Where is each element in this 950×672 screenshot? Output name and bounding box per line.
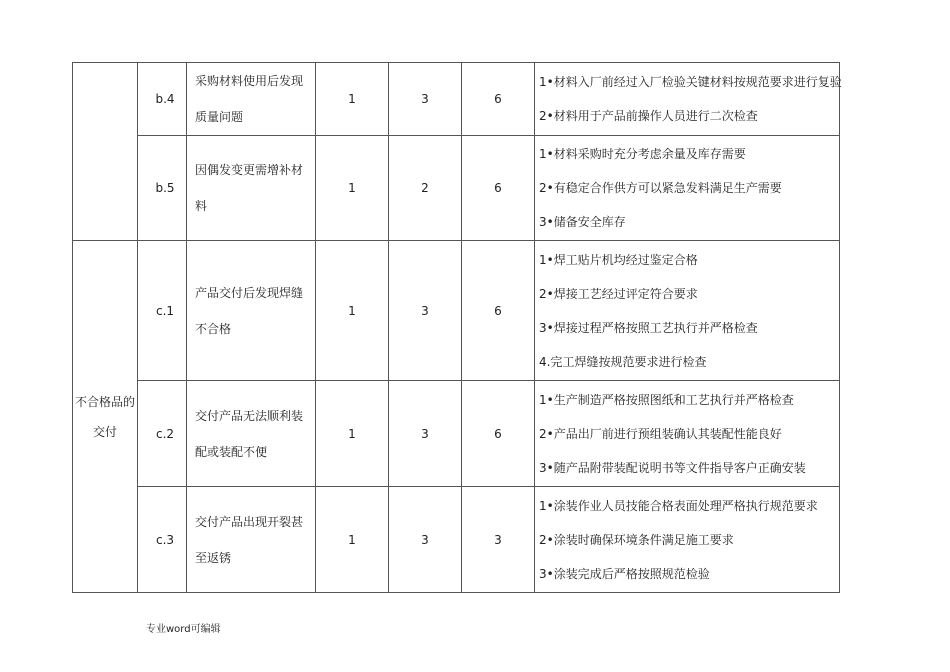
measure-line: 1•材料入厂前经过入厂检验关键材料按规范要求进行复验	[539, 75, 842, 89]
measure-line: 3•焊接过程严格按照工艺执行并严格检查	[539, 320, 758, 335]
table-row	[73, 241, 840, 381]
row-value-2: 3	[389, 241, 462, 381]
row-value-1: 1	[316, 487, 389, 593]
table-row	[73, 63, 840, 136]
table-row	[73, 136, 840, 241]
group-cell-b	[73, 63, 138, 241]
row-value-3: 6	[462, 381, 535, 487]
table-row	[73, 381, 840, 487]
row-value-1: 1	[316, 381, 389, 487]
measure-line: 3•储备安全库存	[539, 215, 626, 229]
measure-line: 3•随产品附带装配说明书等文件指导客户正确安装	[539, 460, 806, 475]
row-value-3: 6	[462, 136, 535, 241]
measure-line: 2•焊接工艺经过评定符合要求	[539, 286, 698, 301]
row-value-2: 2	[389, 136, 462, 241]
measure-line: 1•焊工贴片机均经过鉴定合格	[539, 252, 698, 267]
row-measures	[535, 381, 840, 487]
row-measures	[535, 63, 840, 136]
row-measures	[535, 136, 840, 241]
row-value-2: 3	[389, 63, 462, 136]
measure-line: 2•产品出厂前进行预组装确认其装配性能良好	[539, 426, 782, 441]
row-code: c.1	[138, 241, 187, 381]
row-description: 交付产品无法顺利装配或装配不便	[187, 381, 316, 487]
row-description: 交付产品出现开裂甚至返锈	[187, 487, 316, 593]
measure-line: 1•材料采购时充分考虑余量及库存需要	[539, 147, 746, 161]
measure-line: 2•材料用于产品前操作人员进行二次检查	[539, 109, 758, 123]
row-value-3: 6	[462, 241, 535, 381]
row-value-1: 1	[316, 136, 389, 241]
measure-line: 2•涂装时确保环境条件满足施工要求	[539, 532, 734, 547]
row-measures	[535, 487, 840, 593]
measure-line: 1•涂装作业人员技能合格表面处理严格执行规范要求	[539, 498, 818, 513]
row-value-1: 1	[316, 63, 389, 136]
row-value-2: 3	[389, 487, 462, 593]
row-value-1: 1	[316, 241, 389, 381]
footer-note: 专业word可编辑	[146, 624, 221, 635]
row-value-3: 3	[462, 487, 535, 593]
measure-line: 4.完工焊缝按规范要求进行检查	[539, 354, 707, 369]
row-description: 采购材料使用后发现质量问题	[187, 63, 316, 136]
row-description: 因偶发变更需增补材料	[187, 136, 316, 241]
measure-line: 1•生产制造严格按照图纸和工艺执行并严格检查	[539, 392, 794, 407]
row-code: b.4	[138, 63, 187, 136]
row-code: b.5	[138, 136, 187, 241]
row-value-2: 3	[389, 381, 462, 487]
row-description: 产品交付后发现焊缝不合格	[187, 241, 316, 381]
group-cell-c: 不合格品的交付	[73, 241, 138, 593]
row-value-3: 6	[462, 63, 535, 136]
row-code: c.2	[138, 381, 187, 487]
row-measures	[535, 241, 840, 381]
table-row	[73, 487, 840, 593]
row-code: c.3	[138, 487, 187, 593]
measure-line: 3•涂装完成后严格按照规范检验	[539, 566, 710, 581]
measure-line: 2•有稳定合作供方可以紧急发料满足生产需要	[539, 181, 782, 195]
risk-table	[72, 62, 840, 593]
